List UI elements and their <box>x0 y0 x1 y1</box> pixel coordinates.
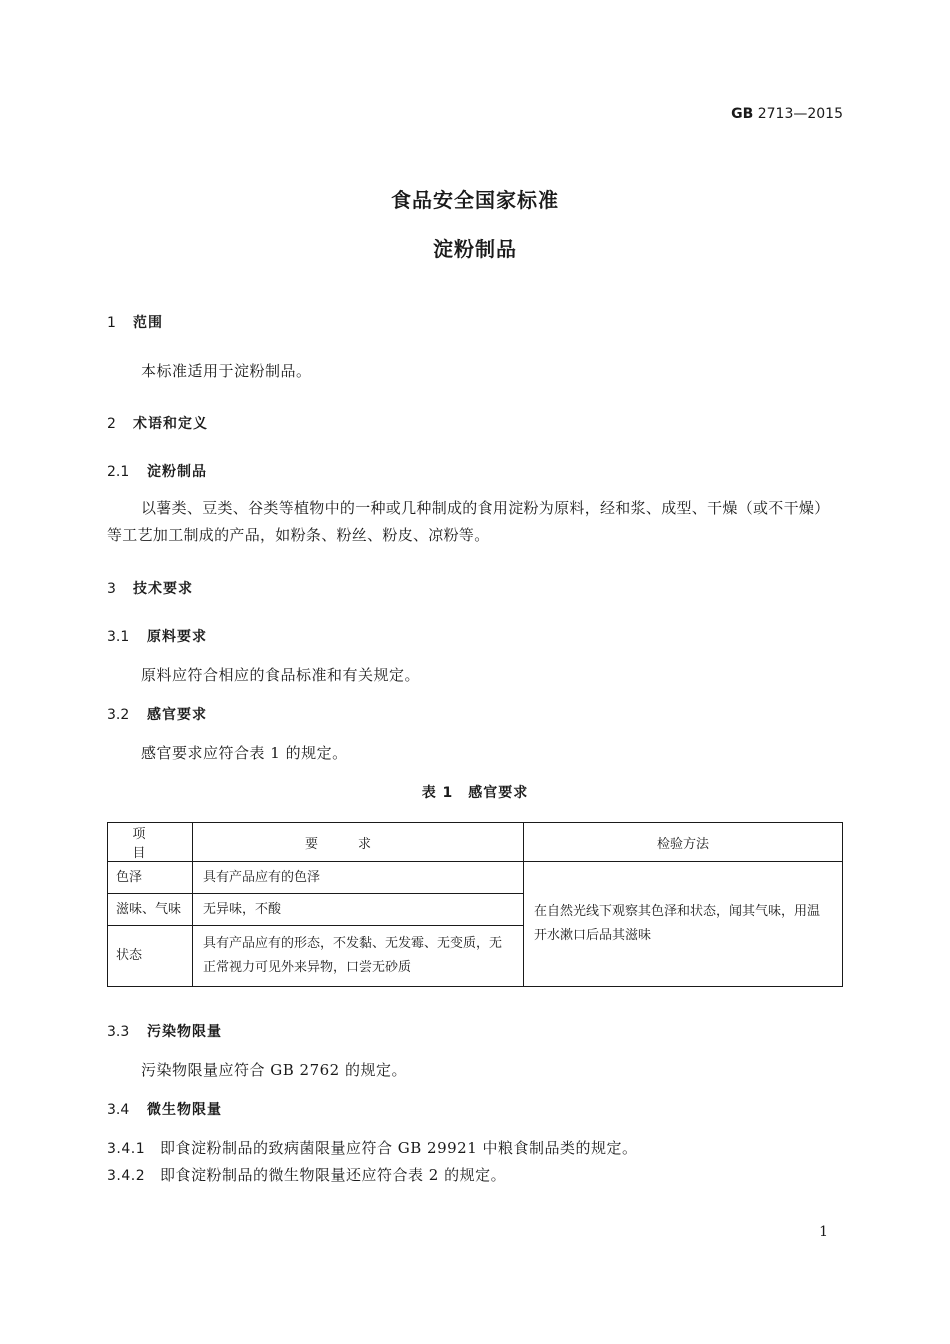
section-title: 微生物限量 <box>147 1102 222 1118</box>
section-2-1-text: 以薯类、豆类、谷类等植物中的一种或几种制成的食用淀粉为原料，经和浆、成型、干燥（或不干燥）等工艺加工制成的产品，如粉条、粉丝、粉皮、凉粉等。 <box>107 499 830 544</box>
table-header-method: 检验方法 <box>524 823 843 862</box>
section-heading-3-1 <box>107 626 207 646</box>
sensory-requirements-table <box>107 822 843 987</box>
section-number: 1 <box>107 315 116 331</box>
section-3-1-text: 原料应符合相应的食品标准和有关规定。 <box>141 666 421 684</box>
table-row <box>108 862 843 894</box>
section-number: 3.3 <box>107 1024 130 1040</box>
section-title: 原料要求 <box>147 629 207 645</box>
section-heading-1 <box>107 312 163 332</box>
table-cell-requirement: 无异味，不酸 <box>193 894 524 926</box>
page-number: 1 <box>819 1224 828 1240</box>
section-number: 3.2 <box>107 707 130 723</box>
section-heading-3-3 <box>107 1021 222 1041</box>
clause-3-4-1 <box>107 1137 638 1158</box>
clause-text: 即食淀粉制品的微生物限量还应符合表 2 的规定。 <box>160 1166 507 1184</box>
section-heading-3-2 <box>107 704 207 724</box>
table-caption: 表 1 感官要求 <box>421 785 529 801</box>
section-number: 3.1 <box>107 629 130 645</box>
section-title: 感官要求 <box>147 707 207 723</box>
table-cell-item: 色泽 <box>108 862 193 894</box>
document-subtitle: 淀粉制品 <box>433 237 517 261</box>
section-number: 2 <box>107 416 116 432</box>
section-title: 淀粉制品 <box>147 464 207 480</box>
standard-code: 2713—2015 <box>757 106 843 122</box>
section-heading-2-1 <box>107 461 207 481</box>
standard-prefix: GB <box>731 106 754 122</box>
clause-text: 即食淀粉制品的致病菌限量应符合 GB 29921 中粮食制品类的规定。 <box>160 1139 638 1157</box>
table-cell-method: 在自然光线下观察其色泽和状态，闻其气味，用温开水漱口后品其滋味 <box>524 862 843 987</box>
clause-number: 3.4.1 <box>107 1141 146 1157</box>
table-cell-item: 状态 <box>108 926 193 987</box>
section-title: 技术要求 <box>133 581 193 597</box>
clause-number: 3.4.2 <box>107 1168 146 1184</box>
section-heading-3-4 <box>107 1099 222 1119</box>
table-cell-requirement: 具有产品应有的形态，不发黏、无发霉、无变质，无正常视力可见外来异物，口尝无砂质 <box>193 926 524 987</box>
table-cell-requirement: 具有产品应有的色泽 <box>193 862 524 894</box>
section-number: 3 <box>107 581 116 597</box>
section-1-text: 本标准适用于淀粉制品。 <box>141 362 312 380</box>
section-number: 3.4 <box>107 1102 130 1118</box>
table-cell-item: 滋味、气味 <box>108 894 193 926</box>
table-header-row <box>108 823 843 862</box>
section-heading-2 <box>107 413 208 433</box>
section-title: 术语和定义 <box>133 416 208 432</box>
section-heading-3 <box>107 578 193 598</box>
standard-number <box>731 106 843 122</box>
section-number: 2.1 <box>107 464 130 480</box>
document-title: 食品安全国家标准 <box>391 188 559 212</box>
section-3-2-text: 感官要求应符合表 1 的规定。 <box>141 744 348 762</box>
section-3-3-text: 污染物限量应符合 GB 2762 的规定。 <box>141 1061 407 1079</box>
table-header-item: 项目 <box>108 823 193 862</box>
table-header-requirement: 要求 <box>193 823 524 862</box>
section-title: 范围 <box>133 315 163 331</box>
section-title: 污染物限量 <box>147 1024 222 1040</box>
clause-3-4-2 <box>107 1164 506 1185</box>
